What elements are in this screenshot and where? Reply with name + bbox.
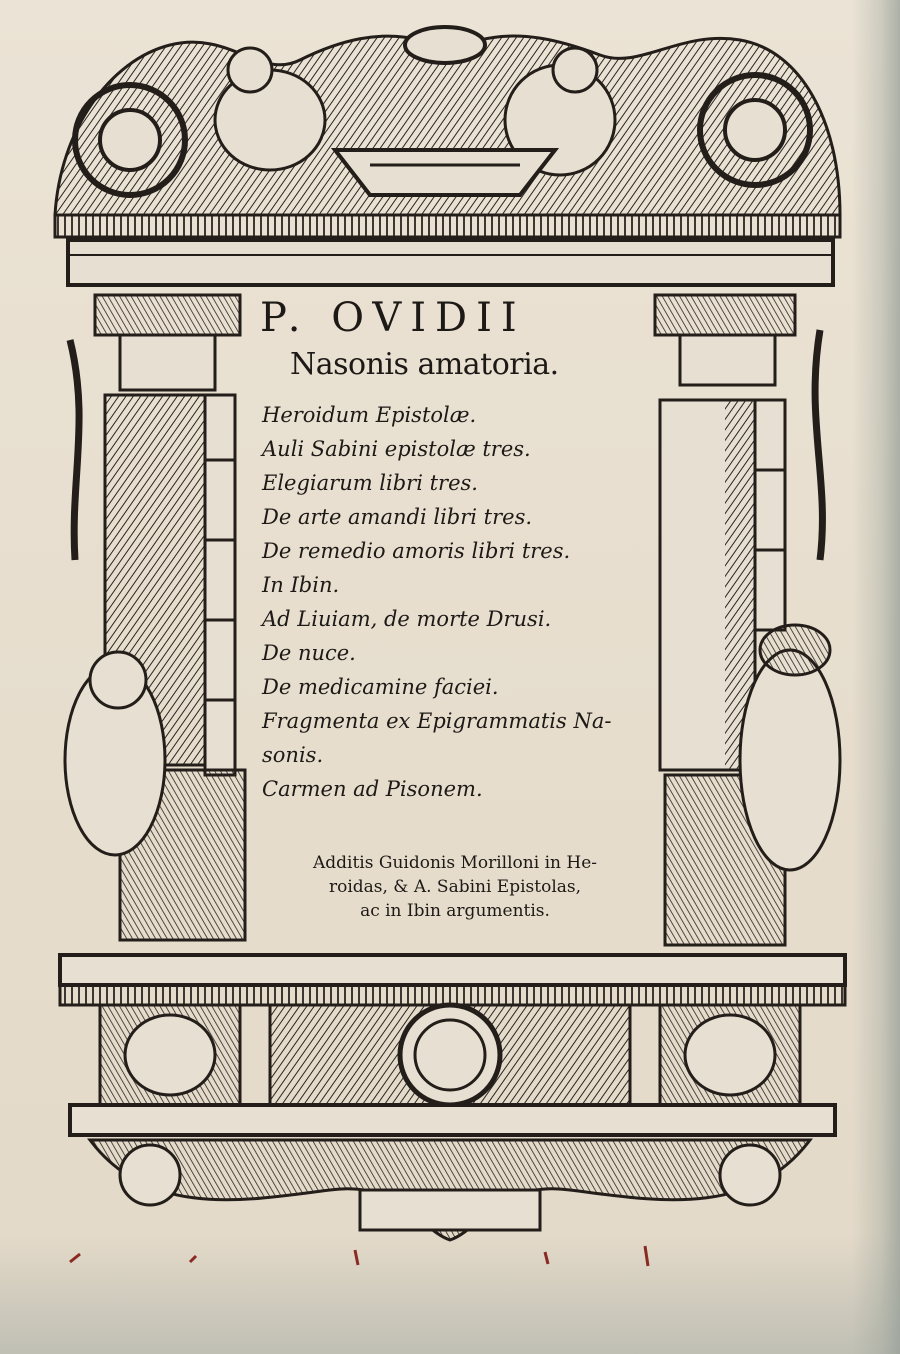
list-item: De remedio amoris libri tres. xyxy=(262,539,571,563)
list-item: In Ibin. xyxy=(262,573,340,597)
list-item: Heroidum Epistolæ. xyxy=(262,403,477,427)
list-item: Auli Sabini epistolæ tres. xyxy=(262,437,531,461)
right-column-icon xyxy=(655,295,840,945)
ink-marks xyxy=(70,1246,648,1266)
title-text-panel xyxy=(250,295,650,955)
note-line: ac in Ibin argumentis. xyxy=(360,901,550,921)
list-item: Carmen ad Pisonem. xyxy=(262,777,483,801)
list-item: Fragmenta ex Epigrammatis Na- xyxy=(262,709,612,733)
list-item: sonis. xyxy=(262,743,324,767)
list-item: Elegiarum libri tres. xyxy=(262,471,478,495)
list-item: De medicamine faciei. xyxy=(262,675,499,699)
list-item: Ad Liuiam, de morte Drusi. xyxy=(262,607,552,631)
left-column-icon xyxy=(65,295,245,940)
base-ornament-icon xyxy=(60,955,845,1240)
editorial-note xyxy=(260,851,650,923)
note-line: roidas, & A. Sabini Epistolas, xyxy=(328,877,582,897)
book-title: P. OVIDII xyxy=(260,295,526,341)
note-line: Additis Guidonis Morilloni in He- xyxy=(313,853,597,873)
contents-list xyxy=(262,398,611,806)
list-item: De nuce. xyxy=(262,641,356,665)
list-item: De arte amandi libri tres. xyxy=(262,505,533,529)
book-subtitle: Nasonis amatoria. xyxy=(290,347,559,382)
top-ornament-icon xyxy=(55,27,840,285)
